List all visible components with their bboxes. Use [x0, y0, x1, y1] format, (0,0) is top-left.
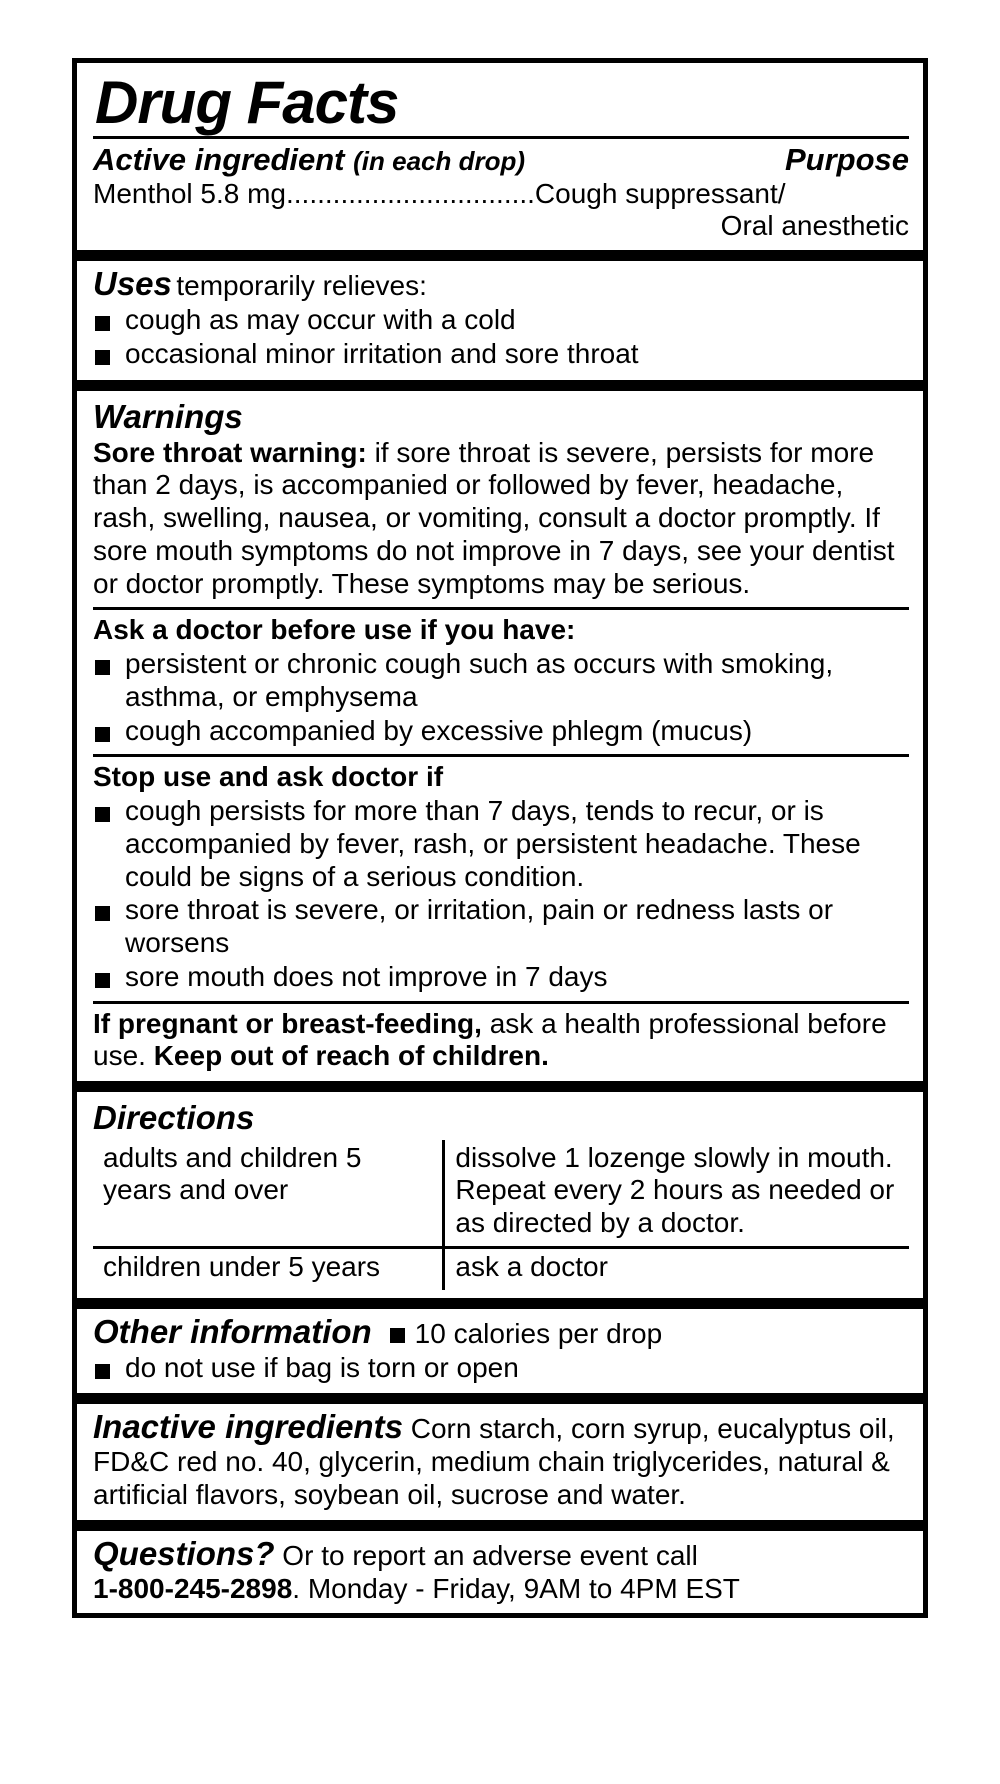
active-ingredient-heading-paren: (in each drop) — [353, 146, 526, 176]
table-row — [93, 1140, 909, 1248]
directions-who: adults and children 5 years and over — [93, 1140, 444, 1248]
questions-block — [72, 1531, 928, 1614]
inactive-ingredients-heading: Inactive ingredients — [93, 1408, 403, 1446]
inactive-ingredients-text: Corn starch, corn syrup, eucalyptus oil, FD&C red no. 40, glycerin, medium chain triglycerides, natural & artificial flavors, soybean oil, sucrose and water. — [93, 1413, 895, 1510]
other-information-list — [93, 1352, 909, 1385]
section-separator — [72, 380, 928, 391]
section-separator — [72, 1520, 928, 1531]
title-divider — [93, 136, 909, 139]
list-item: occasional minor irritation and sore throat — [93, 338, 909, 371]
other-information-heading-row — [93, 1313, 909, 1351]
directions-heading: Directions — [93, 1099, 255, 1136]
uses-heading-row — [93, 265, 909, 303]
warnings-divider-2 — [93, 754, 909, 757]
other-information-block — [72, 1309, 928, 1394]
purpose-heading: Purpose — [784, 142, 909, 177]
list-item: sore throat is severe, or irritation, pain or redness lasts or worsens — [93, 894, 909, 960]
warnings-divider-1 — [93, 607, 909, 610]
bullet-icon — [390, 1328, 405, 1343]
inactive-ingredients-block — [72, 1404, 928, 1519]
sore-throat-warning — [93, 437, 909, 601]
list-item: cough persists for more than 7 days, tends to recur, or is accompanied by fever, rash, or persistent headache. These could be signs of a serious condition. — [93, 795, 909, 893]
uses-lead: temporarily relieves: — [176, 270, 427, 302]
directions-who: children under 5 years — [93, 1247, 444, 1289]
sore-throat-warning-label: Sore throat warning: — [93, 436, 367, 468]
pregnancy-warning — [93, 1008, 909, 1074]
page-title: Drug Facts — [95, 69, 399, 136]
other-information-item-1: 10 calories per drop — [414, 1317, 663, 1349]
directions-table — [93, 1140, 909, 1290]
label-bottom-border — [72, 1613, 928, 1618]
stop-use-heading: Stop use and ask doctor if — [93, 761, 444, 793]
directions-block — [72, 1092, 928, 1298]
questions-text-before: Or to report an adverse event call — [274, 1539, 698, 1571]
directions-dose: dissolve 1 lozenge slowly in mouth. Repeat every 2 hours as needed or as directed by a doctor. — [455, 1141, 895, 1239]
uses-list — [93, 304, 909, 371]
active-ingredient-heading — [93, 143, 525, 177]
uses-block — [72, 261, 928, 379]
list-item: cough accompanied by excessive phlegm (mucus) — [93, 715, 909, 748]
ask-doctor-list — [93, 648, 909, 747]
warnings-divider-3 — [93, 1001, 909, 1004]
list-item: cough as may occur with a cold — [93, 304, 909, 337]
directions-dose: ask a doctor — [444, 1247, 909, 1289]
questions-heading: Questions? — [93, 1534, 275, 1572]
pregnancy-warning-text: ask a health professional before use. — [93, 1007, 887, 1072]
phone-number: 1-800-245-2898 — [93, 1572, 293, 1604]
section-separator — [72, 250, 928, 261]
questions-phone-row — [93, 1573, 909, 1606]
questions-content — [93, 1535, 909, 1606]
pregnancy-warning-label: If pregnant or breast-feeding, — [93, 1007, 482, 1039]
header-block — [72, 58, 928, 250]
section-separator — [72, 1393, 928, 1404]
section-separator — [72, 1081, 928, 1092]
other-information-heading: Other information — [93, 1312, 372, 1350]
active-ingredient-header-row — [93, 143, 909, 177]
list-item: sore mouth does not improve in 7 days — [93, 961, 909, 994]
uses-heading: Uses — [93, 265, 172, 303]
active-ingredient-heading-main: Active ingredient — [93, 142, 345, 177]
table-row — [93, 1247, 909, 1289]
warnings-heading: Warnings — [93, 397, 243, 435]
section-separator — [72, 1298, 928, 1309]
purpose-line-2: Oral anesthetic — [720, 210, 909, 242]
sore-throat-warning-text: if sore throat is severe, persists for more than 2 days, is accompanied or followed by fever, headache, rash, swelling, nausea, or vomiting, consult a doctor promptly. If sore mouth symptoms do not improve in 7 days, see your dentist or doctor promptly. These symptoms may be serious. — [93, 436, 895, 599]
stop-use-list — [93, 795, 909, 994]
list-item: persistent or chronic cough such as occurs with smoking, asthma, or emphysema — [93, 648, 909, 714]
list-item: do not use if bag is torn or open — [93, 1352, 909, 1385]
keep-out-of-reach-text: Keep out of reach of children. — [153, 1040, 549, 1072]
warnings-block — [72, 391, 928, 1081]
active-ingredient-line: Menthol 5.8 mg................................Cough suppressant/ — [93, 178, 786, 210]
inactive-ingredients-content — [93, 1408, 909, 1511]
questions-text-after: . Monday - Friday, 9AM to 4PM EST — [292, 1572, 740, 1604]
ask-doctor-heading: Ask a doctor before use if you have: — [93, 614, 576, 646]
